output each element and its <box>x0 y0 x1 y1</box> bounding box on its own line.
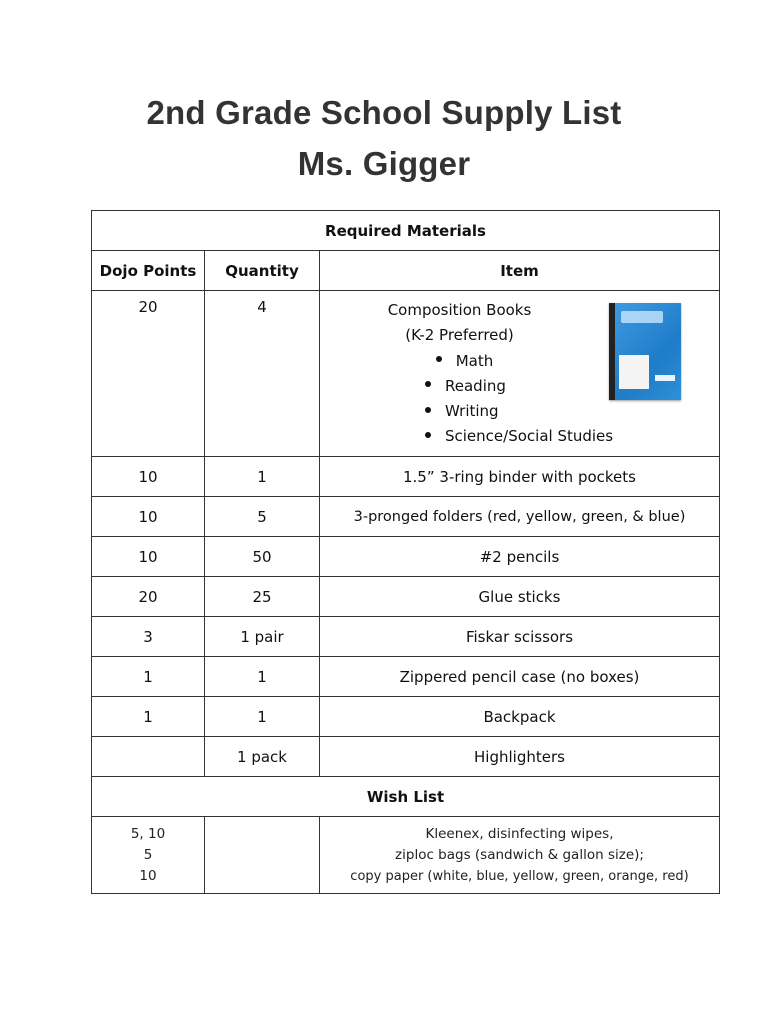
dojo-points-cell: 20 <box>92 291 205 457</box>
item-cell: Fiskar scissors <box>320 617 720 657</box>
bullet-icon <box>436 356 442 362</box>
quantity-cell: 1 <box>205 657 320 697</box>
table-row <box>92 697 720 737</box>
item-cell: Highlighters <box>320 737 720 777</box>
wish-list-label: Wish List <box>92 777 720 817</box>
bullet-icon <box>425 432 431 438</box>
dojo-points-cell: 1 <box>92 657 205 697</box>
subject-list <box>320 349 614 450</box>
page-title: 2nd Grade School Supply List <box>146 94 622 131</box>
item-cell: 3-pronged folders (red, yellow, green, & blue) <box>320 497 720 537</box>
list-item: Science/Social Studies <box>320 424 599 449</box>
quantity-cell: 1 pack <box>205 737 320 777</box>
table-row <box>92 577 720 617</box>
supply-table <box>91 210 720 894</box>
required-section-header <box>92 211 720 251</box>
dojo-points-cell: 10 <box>92 537 205 577</box>
item-cell: Backpack <box>320 697 720 737</box>
dojo-points-cell: 10 <box>92 457 205 497</box>
quantity-cell <box>205 817 320 894</box>
table-row <box>92 291 720 457</box>
composition-book-image <box>609 303 681 400</box>
item-cell: Zippered pencil case (no boxes) <box>320 657 720 697</box>
quantity-cell: 50 <box>205 537 320 577</box>
dojo-points-cell: 3 <box>92 617 205 657</box>
table-row <box>92 657 720 697</box>
table-row <box>92 617 720 657</box>
bullet-icon <box>425 381 431 387</box>
quantity-cell: 25 <box>205 577 320 617</box>
item-cell: #2 pencils <box>320 537 720 577</box>
column-header-quantity: Quantity <box>205 251 320 291</box>
quantity-cell: 1 <box>205 457 320 497</box>
dojo-points-cell: 5, 10 5 10 <box>92 817 205 894</box>
column-header-dojo-points: Dojo Points <box>92 251 205 291</box>
list-item: Writing <box>320 399 599 424</box>
item-cell <box>320 291 720 457</box>
item-cell: Kleenex, disinfecting wipes, ziploc bags (sandwich & gallon size); copy paper (white, blue, yellow, green, orange, red) <box>320 817 720 894</box>
dojo-points-cell <box>92 737 205 777</box>
quantity-cell: 1 pair <box>205 617 320 657</box>
wish-list-row <box>92 817 720 894</box>
table-row <box>92 497 720 537</box>
quantity-cell: 1 <box>205 697 320 737</box>
column-header-row <box>92 251 720 291</box>
list-item: Reading <box>320 374 599 399</box>
list-item: Math <box>320 349 599 374</box>
bullet-icon <box>425 407 431 413</box>
teacher-name: Ms. Gigger <box>297 145 471 182</box>
quantity-cell: 5 <box>205 497 320 537</box>
dojo-points-cell: 10 <box>92 497 205 537</box>
required-materials-label: Required Materials <box>92 211 720 251</box>
table-row <box>92 457 720 497</box>
wish-list-section-header <box>92 777 720 817</box>
dojo-points-cell: 20 <box>92 577 205 617</box>
item-cell: 1.5” 3-ring binder with pockets <box>320 457 720 497</box>
dojo-points-cell: 1 <box>92 697 205 737</box>
item-subtitle: (K-2 Preferred) <box>405 326 514 345</box>
column-header-item: Item <box>320 251 720 291</box>
item-title: Composition Books <box>387 301 532 319</box>
item-cell: Glue sticks <box>320 577 720 617</box>
table-row <box>92 537 720 577</box>
quantity-cell: 4 <box>205 291 320 457</box>
table-row <box>92 737 720 777</box>
